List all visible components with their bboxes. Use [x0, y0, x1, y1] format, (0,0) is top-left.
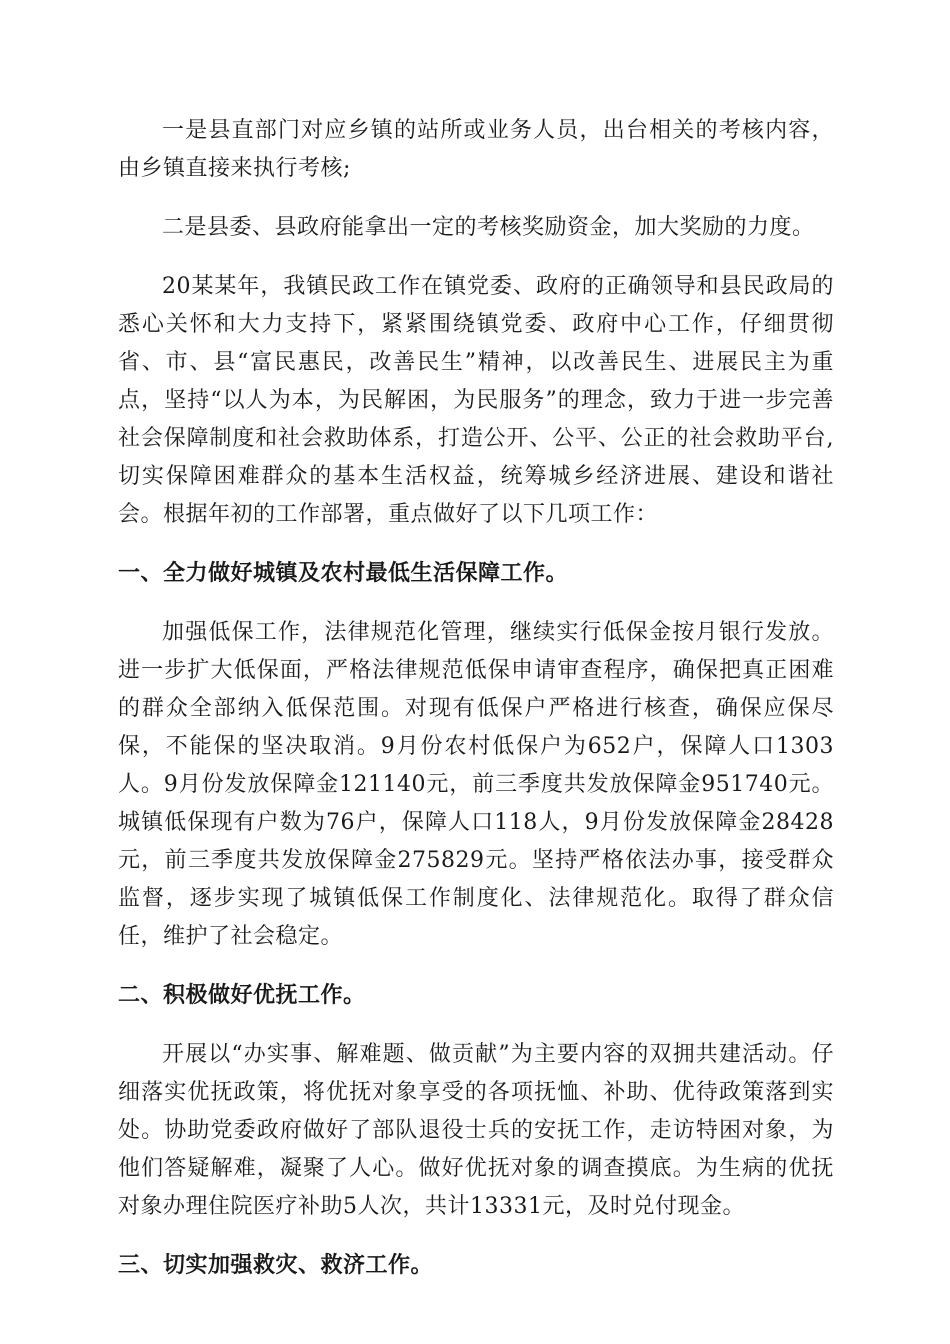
paragraph-low-income: 加强低保工作，法律规范化管理，继续实行低保金按月银行发放。进一步扩大低保面，严格法律规范低保申请审查程序，确保把真正困难的群众全部纳入低保范围。对现有低保户严格进行核查，确保应保尽保，不能保的坚决取消。9月份农村低保户为652户，保障人口1303人。9月份发放保障金121140元，前三季度共发放保障金951740元。城镇低保现有户数为76户，保障人口118人，9月份发放保障金28428元，前三季度共发放保障金275829元。坚持严格依法办事，接受群众监督，逐步实现了城镇低保工作制度化、法律规范化。取得了群众信任，维护了社会稳定。	[118, 620, 834, 949]
paragraph-assessment-2: 二是县委、县政府能拿出一定的考核奖励资金，加大奖励的力度。	[162, 215, 815, 240]
paragraph-intro: 20某某年，我镇民政工作在镇党委、政府的正确领导和县民政局的悉心关怀和大力支持下，紧紧围绕镇党委、政府中心工作，仔细贯彻省、市、县“富民惠民，改善民生”精神，以改善民生、进展民主为重点，坚持“以人为本，为民解困，为民服务”的理念，致力于进一步完善社会保障制度和社会救助体系，打造公开、公平、公正的社会救助平台,切实保障困难群众的基本生活权益，统筹城乡经济进展、建设和谐社会。根据年初的工作部署，重点做好了以下几项工作：	[118, 274, 834, 527]
section-heading-3: 三、切实加强救灾、救济工作。	[118, 1253, 434, 1278]
section-heading-2: 二、积极做好优抚工作。	[118, 983, 366, 1008]
document-page	[118, 112, 834, 1306]
section-heading-1: 一、全力做好城镇及农村最低生活保障工作。	[118, 561, 569, 586]
paragraph-assessment-1: 一是县直部门对应乡镇的站所或业务人员，出台相关的考核内容，由乡镇直接来执行考核;	[118, 118, 834, 181]
paragraph-veterans: 开展以“办实事、解难题、做贡献”为主要内容的双拥共建活动。仔细落实优抚政策，将优抚对象享受的各项抚恤、补助、优待政策落到实处。协助党委政府做好了部队退役士兵的安抚工作，走访特困对象，为他们答疑解难，凝聚了人心。做好优抚对象的调查摸底。为生病的优抚对象办理住院医疗补助5人次，共计13331元，及时兑付现金。	[118, 1042, 834, 1219]
